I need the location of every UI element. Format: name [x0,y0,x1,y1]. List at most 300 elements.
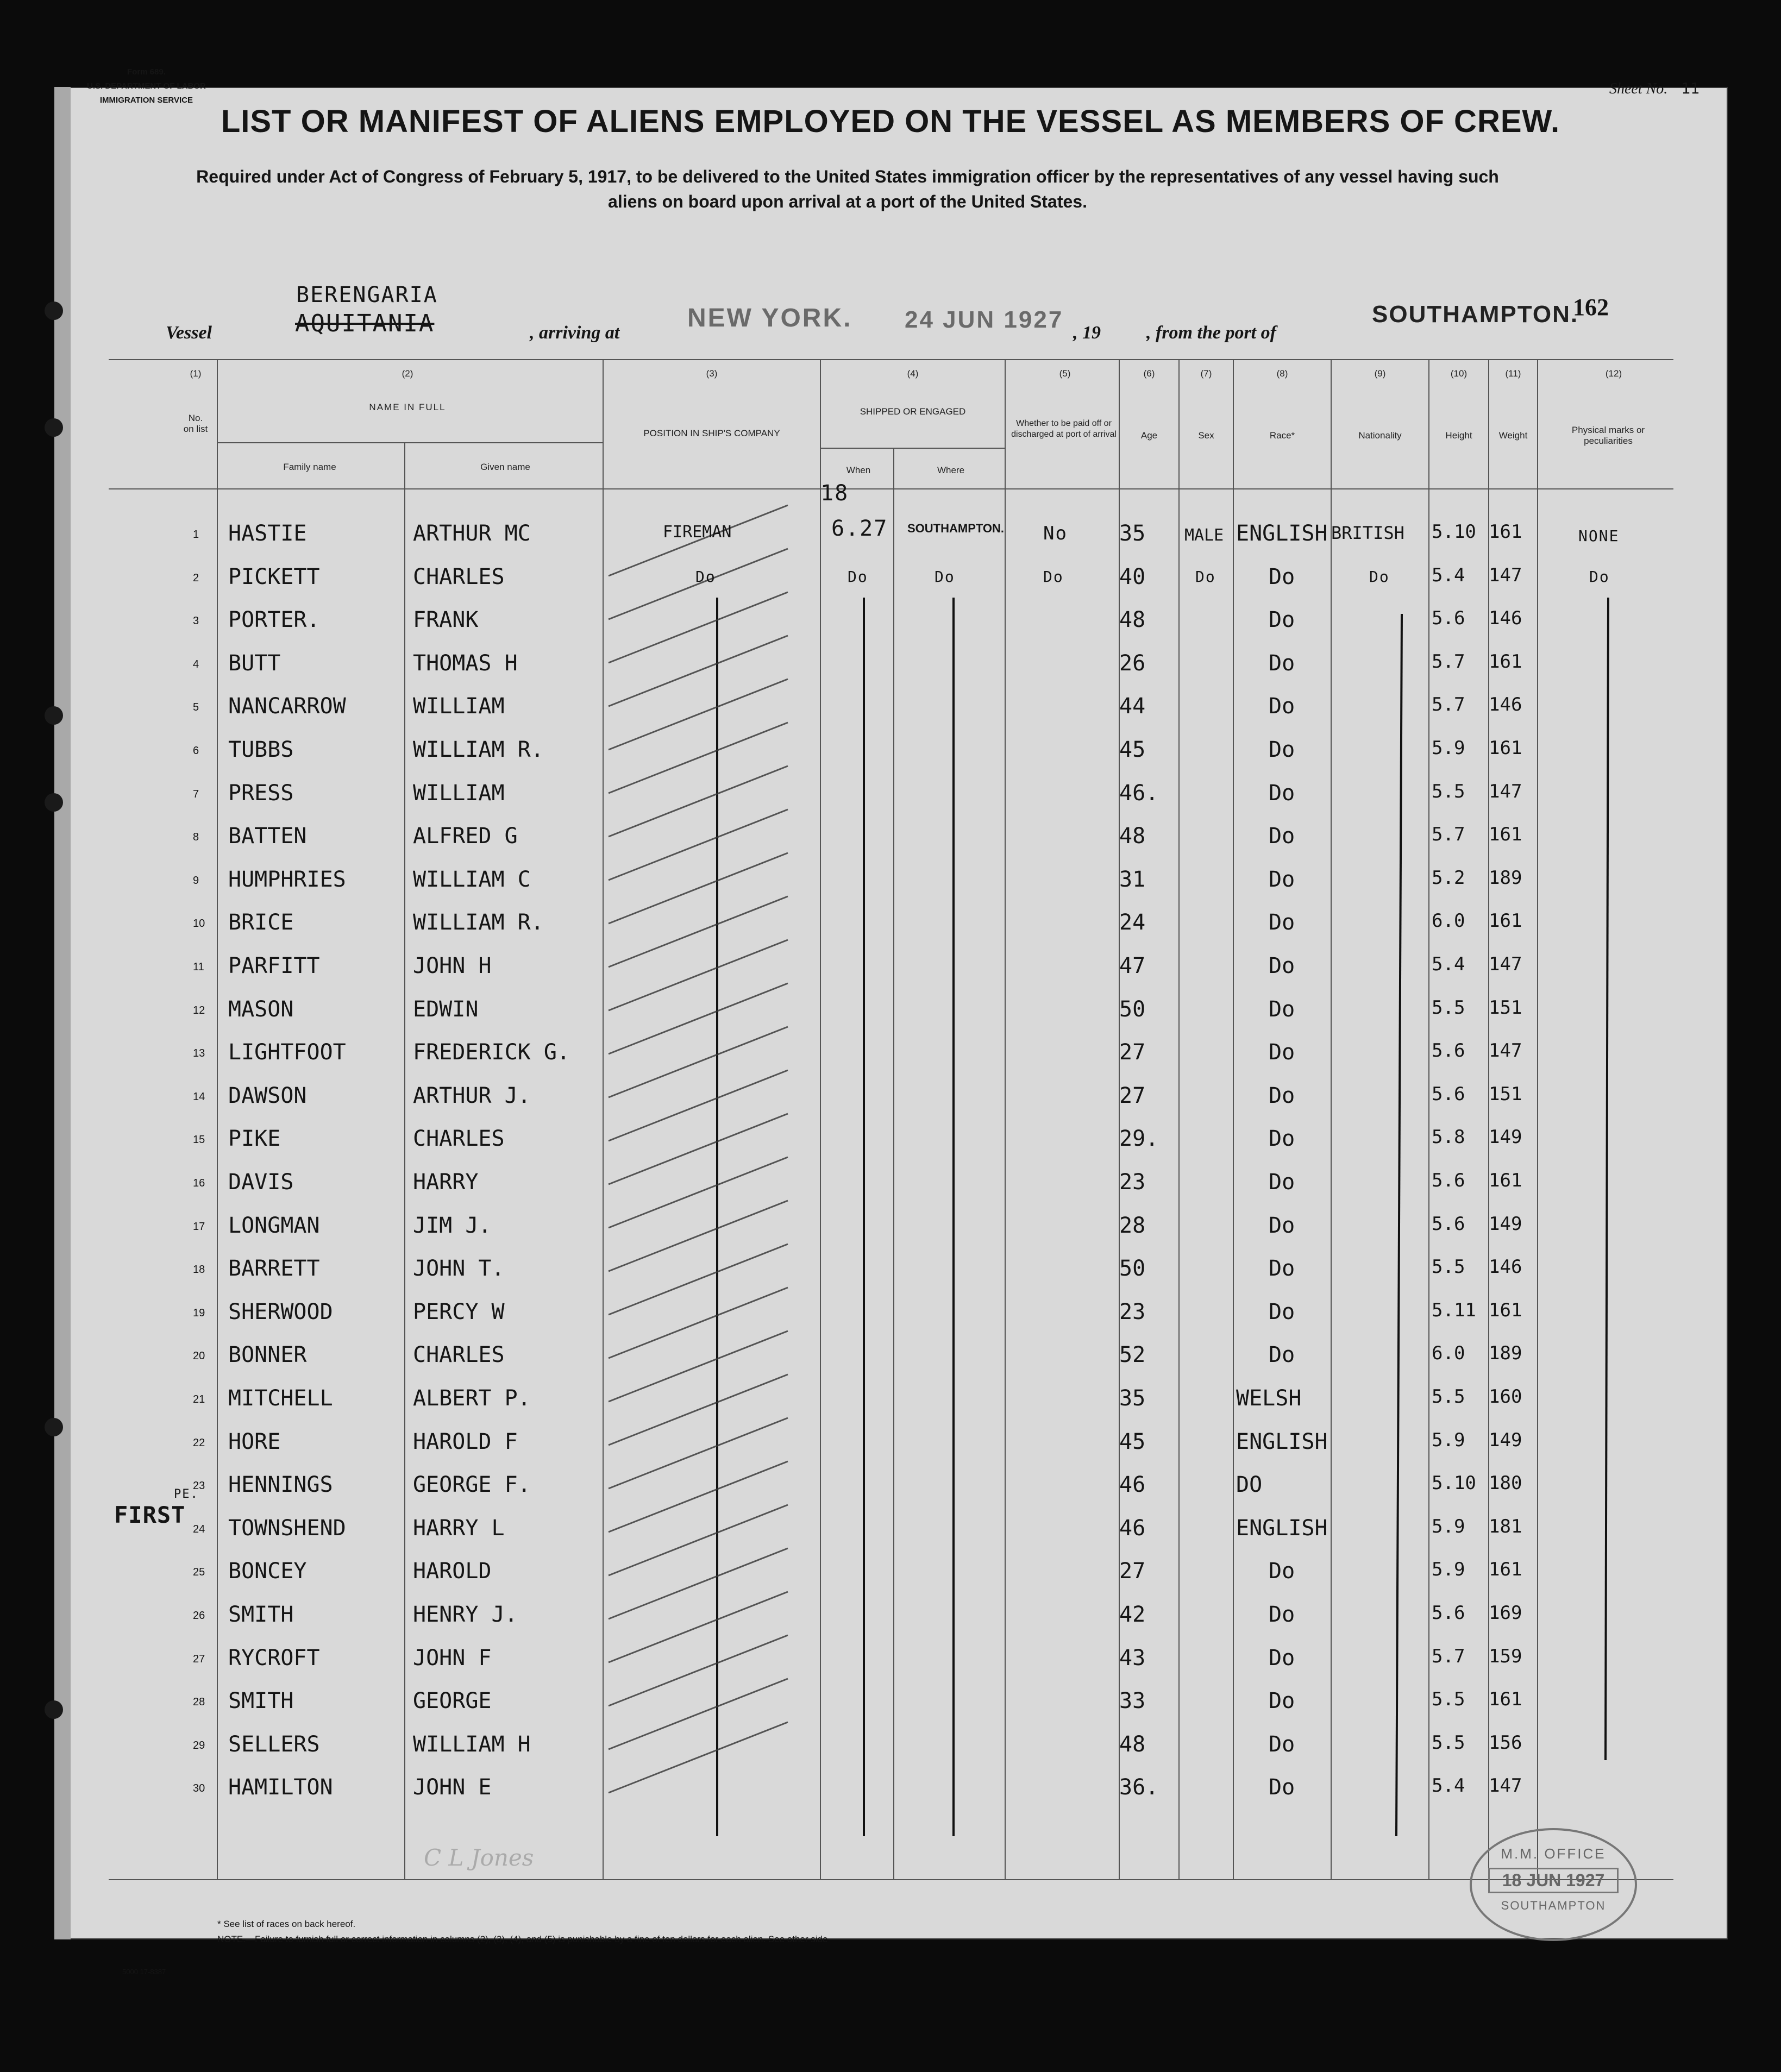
where-port: SOUTHAMPTON. [907,522,1005,535]
height-cell: 5.4 [1432,953,1465,975]
row-number: 4 [193,658,199,670]
row-number: 3 [193,615,199,627]
department: U.S. DEPARTMENT OF LABOR [87,81,206,91]
col-1-number: (1) [190,368,202,379]
weight-cell: 146 [1489,694,1522,716]
given-name-cell: ARTHUR J. [413,1083,531,1108]
table-row [0,513,1781,557]
table-row [0,1638,1781,1681]
family-name-cell: HORE [228,1429,281,1454]
height-cell: 5.10 [1432,521,1476,543]
row-number: 20 [193,1350,205,1363]
given-name-cell: ALFRED G [413,824,518,849]
postmark-stamp [1470,1828,1637,1941]
given-name-cell: HARRY L [413,1515,505,1541]
form-number: Form 689. [127,67,166,77]
height-cell: 5.11 [1432,1299,1476,1321]
family-name-cell: HUMPHRIES [228,867,346,892]
age-cell: 43 [1119,1645,1146,1671]
given-name-cell: EDWIN [413,996,479,1022]
weight-cell: 147 [1489,780,1522,802]
given-name-cell: WILLIAM C [413,867,531,892]
postmark-top: M.M. OFFICE [1501,1845,1606,1862]
age-cell: 45 [1119,737,1146,762]
col-given-name: Given name [480,462,530,472]
age-cell: 35 [1119,521,1146,546]
weight-cell: 161 [1489,650,1522,673]
document-title: LIST OR MANIFEST OF ALIENS EMPLOYED ON THE VESSEL AS MEMBERS OF CREW. [221,104,1560,139]
age-cell: 28 [1119,1213,1146,1238]
table-row [0,989,1781,1033]
age-cell: 26 [1119,650,1146,676]
given-name-cell: FRANK [413,607,479,633]
date-stamp: 24 JUN 1927 [905,306,1064,333]
weight-cell: 161 [1489,1559,1522,1581]
table-row [0,1162,1781,1205]
family-name-cell: HENNINGS [228,1472,333,1498]
given-name-cell: GEORGE F. [413,1472,531,1498]
row-number: 9 [193,874,199,887]
row-number: 22 [193,1436,205,1449]
height-cell: 5.6 [1432,1170,1465,1191]
given-name-cell: CHARLES [413,1126,505,1152]
age-cell: 48 [1119,607,1146,633]
nationality-value: BRITISH [1331,523,1404,543]
table-row [0,730,1781,773]
race-cell: Do [1269,996,1295,1022]
height-cell: 5.6 [1432,1083,1465,1105]
family-name-cell: BONCEY [228,1559,307,1584]
table-row [0,1292,1781,1335]
age-cell: 27 [1119,1040,1146,1065]
col-marks: Physical marks or peculiarities [1571,425,1645,446]
col-age: Age [1140,430,1158,441]
col-nationality: Nationality [1358,430,1402,441]
family-name-cell: TOWNSHEND [228,1515,346,1541]
weight-cell: 159 [1489,1645,1522,1667]
race-cell: Do [1269,867,1295,892]
age-cell: 31 [1119,867,1146,892]
race-cell: Do [1269,1040,1295,1065]
table-row [0,946,1781,989]
ditto-sex: Do [1195,568,1216,586]
race-cell: ENGLISH [1236,521,1328,546]
family-name-cell: RYCROFT [228,1645,320,1671]
row-number: 14 [193,1090,205,1103]
race-cell: Do [1269,1775,1295,1800]
service: IMMIGRATION SERVICE [99,96,193,105]
weight-cell: 180 [1489,1472,1522,1495]
age-cell: 50 [1119,1256,1146,1282]
given-name-cell: WILLIAM [413,780,505,806]
family-name-cell: HASTIE [228,521,307,546]
race-cell: Do [1269,1213,1295,1238]
weight-cell: 189 [1489,867,1522,889]
row-number: 24 [193,1523,205,1535]
age-cell: 23 [1119,1299,1146,1324]
weight-cell: 147 [1489,1040,1522,1062]
vessel-name-new: BERENGARIA [296,282,438,307]
given-name-cell: HAROLD [413,1559,492,1584]
age-cell: 48 [1119,1731,1146,1757]
race-cell: Do [1269,953,1295,978]
age-cell: 46 [1119,1472,1146,1498]
vessel-name-struck: AQUITANIA [295,310,435,337]
col-3-number: (3) [706,368,718,379]
requirement-line-2: aliens on board upon arrival at a port of the United States. [608,192,1087,211]
weight-cell: 169 [1489,1602,1522,1624]
height-cell: 5.5 [1432,1688,1465,1711]
race-cell: Do [1269,1342,1295,1368]
col-where: Where [937,465,965,475]
given-name-cell: HENRY J. [413,1602,518,1627]
height-cell: 5.8 [1432,1126,1465,1148]
family-name-cell: PRESS [228,780,294,806]
col-6-number: (6) [1143,368,1155,379]
age-cell: 46 [1119,1515,1146,1541]
height-cell: 5.6 [1432,607,1465,630]
col-race: Race* [1269,430,1295,441]
row-number: 26 [193,1610,205,1622]
age-cell: 29. [1119,1126,1159,1152]
margin-note-first: FIRST [114,1502,186,1528]
from-label: , from the port of [1146,323,1276,343]
table-row [0,1076,1781,1119]
weight-cell: 160 [1489,1386,1522,1408]
race-cell: Do [1269,1559,1295,1584]
row-number: 19 [193,1307,205,1319]
table-row [0,1767,1781,1811]
weight-cell: 181 [1489,1515,1522,1537]
age-cell: 33 [1119,1688,1146,1714]
height-cell: 6.0 [1432,910,1465,932]
race-cell: DO [1236,1472,1263,1498]
height-cell: 5.9 [1432,1429,1465,1451]
family-name-cell: PARFITT [228,953,320,978]
table-row [0,1248,1781,1292]
age-cell: 48 [1119,824,1146,849]
postmark-bottom: SOUTHAMPTON [1501,1899,1606,1912]
family-name-cell: SHERWOOD [228,1299,333,1324]
given-name-cell: HARRY [413,1170,479,1195]
table-row [0,1378,1781,1422]
sheet-label: Sheet No. [1609,80,1668,97]
age-cell: 27 [1119,1083,1146,1108]
race-cell: Do [1269,1731,1295,1757]
weight-cell: 156 [1489,1731,1522,1754]
col-12-number: (12) [1605,368,1622,379]
family-name-cell: HAMILTON [228,1775,333,1800]
table-row [0,1032,1781,1076]
row-number: 28 [193,1696,205,1709]
given-name-cell: WILLIAM R. [413,737,544,762]
family-name-cell: LONGMAN [228,1213,320,1238]
row-number: 17 [193,1220,205,1233]
height-cell: 5.7 [1432,1645,1465,1667]
vessel-label: Vessel [166,323,212,343]
age-cell: 40 [1119,564,1146,589]
table-row [0,816,1781,859]
from-port: SOUTHAMPTON. [1372,301,1579,328]
arriving-port: NEW YORK. [687,304,852,332]
table-row [0,1205,1781,1249]
family-name-cell: BATTEN [228,824,307,849]
given-name-cell: HAROLD F [413,1429,518,1454]
when-day: 18 [820,481,849,506]
col-2-number: (2) [402,368,413,379]
col-4-number: (4) [907,368,919,379]
table-row [0,1422,1781,1465]
height-cell: 5.5 [1432,996,1465,1019]
height-cell: 5.9 [1432,737,1465,759]
age-cell: 45 [1119,1429,1146,1454]
row-number: 23 [193,1480,205,1492]
race-cell: Do [1269,910,1295,935]
family-name-cell: DAWSON [228,1083,307,1108]
weight-cell: 161 [1489,737,1522,759]
table-row [0,1465,1781,1508]
race-cell: Do [1269,650,1295,676]
weight-cell: 149 [1489,1126,1522,1148]
race-cell: ENGLISH [1236,1429,1328,1454]
family-name-cell: PORTER. [228,607,320,633]
ditto-when: Do [848,568,868,586]
row-number: 16 [193,1177,205,1189]
col-5-number: (5) [1059,368,1071,379]
weight-cell: 151 [1489,1083,1522,1105]
row-number: 27 [193,1653,205,1665]
weight-cell: 161 [1489,910,1522,932]
age-cell: 23 [1119,1170,1146,1195]
weight-cell: 161 [1489,1299,1522,1321]
table-row [0,643,1781,687]
given-name-cell: JOHN H [413,953,492,978]
table-row [0,1335,1781,1378]
race-cell: Do [1269,1256,1295,1282]
height-cell: 5.7 [1432,694,1465,716]
col-7-number: (7) [1200,368,1212,379]
height-cell: 5.5 [1432,1256,1465,1278]
height-cell: 5.4 [1432,564,1465,586]
race-cell: Do [1269,1645,1295,1671]
given-name-cell: WILLIAM R. [413,910,544,935]
given-name-cell: ALBERT P. [413,1386,531,1411]
age-cell: 44 [1119,694,1146,719]
given-name-cell: WILLIAM H [413,1731,531,1757]
height-cell: 5.5 [1432,1731,1465,1754]
weight-cell: 149 [1489,1429,1522,1451]
family-name-cell: NANCARROW [228,694,346,719]
weight-cell: 161 [1489,521,1522,543]
weight-cell: 161 [1489,1688,1522,1711]
table-row [0,1724,1781,1768]
family-name-cell: LIGHTFOOT [228,1040,346,1065]
postmark-date: 18 JUN 1927 [1488,1868,1619,1893]
table-row [0,557,1781,600]
row-number: 15 [193,1134,205,1146]
col-weight: Weight [1498,430,1528,441]
age-cell: 47 [1119,953,1146,978]
paid-off-value: No [1043,523,1068,544]
row-number: 5 [193,701,199,714]
table-row [0,600,1781,643]
family-name-cell: PIKE [228,1126,281,1152]
row-number: 12 [193,1004,205,1016]
row-number: 10 [193,918,205,930]
row-number: 18 [193,1264,205,1276]
footnote-note: NOTE.—Failure to furnish full or correct information in columns (2), (3), (4), and (5) is punishable by a fine of ten dollars for each alien. See other side [217,1934,828,1944]
footnotes [217,1917,827,1947]
race-cell: WELSH [1236,1386,1302,1411]
table-row [0,1594,1781,1638]
family-name-cell: BONNER [228,1342,307,1368]
age-cell: 27 [1119,1559,1146,1584]
weight-cell: 161 [1489,824,1522,846]
margin-note-pe: PE. [174,1487,199,1501]
height-cell: 5.9 [1432,1559,1465,1581]
height-cell: 5.2 [1432,867,1465,889]
race-cell: Do [1269,1083,1295,1108]
signature: C L Jones [424,1844,534,1871]
col-9-number: (9) [1374,368,1386,379]
position-fireman: FIREMAN [663,523,732,542]
sheet-value: 11 [1681,79,1700,97]
row-number: 25 [193,1566,205,1579]
col-position: POSITION IN SHIP'S COMPANY [643,428,780,438]
row-number: 7 [193,788,199,800]
height-cell: 5.6 [1432,1213,1465,1235]
row-number: 1 [193,529,199,541]
family-name-cell: SELLERS [228,1731,320,1757]
given-name-cell: WILLIAM [413,694,505,719]
height-cell: 5.4 [1432,1775,1465,1797]
col-paid-off: Whether to be paid off or discharged at port of arrival [1011,419,1117,439]
print-code: 5000 17-8387 [122,1968,166,1976]
table-row [0,1551,1781,1594]
col-8-number: (8) [1276,368,1288,379]
family-name-cell: BRICE [228,910,294,935]
year-label: , 19 [1073,323,1101,343]
weight-cell: 146 [1489,607,1522,630]
family-name-cell: MASON [228,996,294,1022]
weight-cell: 147 [1489,564,1522,586]
footnote-races: * See list of races on back hereof. [217,1919,356,1929]
weight-cell: 189 [1489,1342,1522,1365]
given-name-cell: CHARLES [413,564,505,589]
row-number: 6 [193,745,199,757]
col-no-on-list: No. on list [183,413,208,434]
weight-cell: 147 [1489,1775,1522,1797]
row-number: 30 [193,1782,205,1795]
given-name-cell: JOHN T. [413,1256,505,1282]
table-row [0,1508,1781,1552]
col-when: When [846,465,871,475]
height-cell: 5.7 [1432,650,1465,673]
given-name-cell: THOMAS H [413,650,518,676]
row-number: 13 [193,1047,205,1060]
col-height: Height [1445,430,1472,441]
ditto-marks: Do [1589,568,1610,586]
height-cell: 5.6 [1432,1602,1465,1624]
arriving-label: , arriving at [530,323,620,343]
list-number: 162 [1573,294,1609,321]
family-name-cell: PICKETT [228,564,320,589]
row-number: 11 [193,961,204,973]
table-row [0,1681,1781,1724]
family-name-cell: BUTT [228,650,281,676]
race-cell: Do [1269,1126,1295,1152]
table-row [0,686,1781,730]
table-row [0,902,1781,946]
col-11-number: (11) [1505,368,1521,379]
family-name-cell: TUBBS [228,737,294,762]
race-cell: Do [1269,694,1295,719]
given-name-cell: PERCY W [413,1299,505,1324]
race-cell: Do [1269,1170,1295,1195]
race-cell: Do [1269,824,1295,849]
height-cell: 5.7 [1432,824,1465,846]
table-row [0,859,1781,903]
given-name-cell: GEORGE [413,1688,492,1714]
race-cell: Do [1269,1299,1295,1324]
when-date: 6.27 [831,516,888,541]
height-cell: 5.10 [1432,1472,1476,1495]
race-cell: Do [1269,564,1295,589]
row-number: 29 [193,1739,205,1751]
race-cell: Do [1269,1602,1295,1627]
family-name-cell: DAVIS [228,1170,294,1195]
age-cell: 36. [1119,1775,1159,1800]
ditto-nationality: Do [1369,568,1390,586]
ditto-paid-off: Do [1043,568,1064,586]
row-number: 21 [193,1393,205,1405]
ditto-position: Do [695,568,716,586]
given-name-cell: JOHN E [413,1775,492,1800]
row-number: 2 [193,572,199,584]
col-family-name: Family name [283,462,336,472]
marks-value: NONE [1578,527,1620,545]
given-name-cell: FREDERICK G. [413,1040,570,1065]
family-name-cell: MITCHELL [228,1386,333,1411]
age-cell: 46. [1119,780,1159,806]
age-cell: 35 [1119,1386,1146,1411]
weight-cell: 161 [1489,1170,1522,1191]
weight-cell: 147 [1489,953,1522,975]
family-name-cell: SMITH [228,1688,294,1714]
table-row [0,773,1781,817]
family-name-cell: SMITH [228,1602,294,1627]
col-sex: Sex [1198,430,1214,441]
age-cell: 42 [1119,1602,1146,1627]
weight-cell: 149 [1489,1213,1522,1235]
given-name-cell: ARTHUR MC [413,521,531,546]
race-cell: Do [1269,607,1295,633]
ditto-where: Do [935,568,955,586]
col-10-number: (10) [1450,368,1468,379]
weight-cell: 146 [1489,1256,1522,1278]
table-row [0,1119,1781,1162]
given-name-cell: JOHN F [413,1645,492,1671]
height-cell: 5.6 [1432,1040,1465,1062]
age-cell: 50 [1119,996,1146,1022]
row-number: 8 [193,831,199,844]
height-cell: 5.5 [1432,780,1465,802]
given-name-cell: CHARLES [413,1342,505,1368]
race-cell: Do [1269,780,1295,806]
race-cell: Do [1269,737,1295,762]
given-name-cell: JIM J. [413,1213,492,1238]
height-cell: 6.0 [1432,1342,1465,1365]
